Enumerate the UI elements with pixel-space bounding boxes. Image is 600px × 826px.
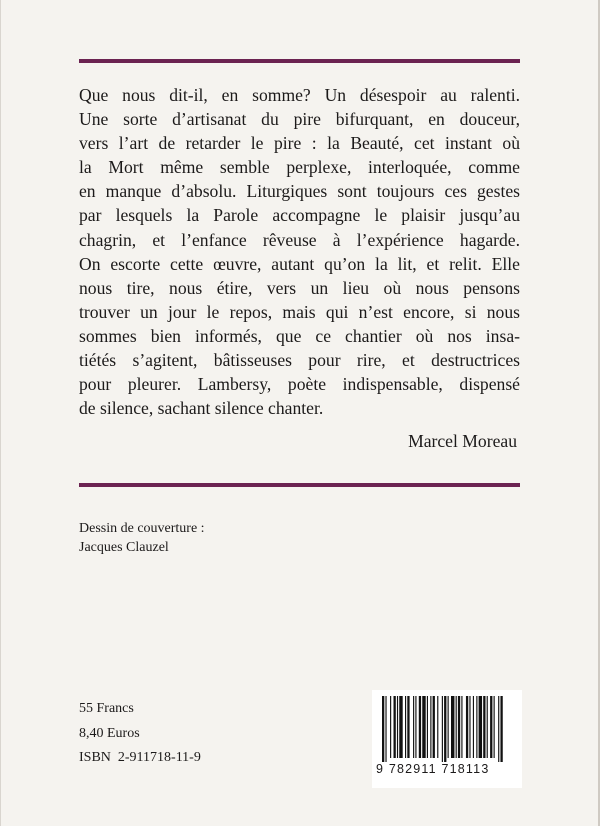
blurb-line: pour pleurer. Lambersy, poète indispensable, dispensé (79, 374, 520, 395)
barcode-bar (407, 696, 409, 758)
barcode-bar (382, 696, 384, 762)
barcode-bar (385, 696, 386, 762)
barcode (372, 690, 522, 788)
blurb-line: sommes bien informés, que ce chantier où nos insa- (79, 325, 520, 346)
price-euros: 8,40 Euros (79, 725, 140, 741)
top-divider (79, 59, 520, 63)
blurb-line: trouver un jour le repos, mais qui n’est encore, si nous (79, 301, 520, 322)
barcode-bar (498, 696, 499, 762)
blurb-line: de silence, sachant silence chanter. (79, 398, 324, 419)
barcode-bar (466, 696, 468, 758)
barcode-bar (483, 696, 485, 758)
blurb-text (79, 83, 520, 420)
barcode-bar (405, 696, 406, 758)
barcode-bar (476, 696, 477, 758)
barcode-bar (437, 696, 438, 758)
barcode-bar (461, 696, 462, 758)
barcode-bar (487, 696, 488, 758)
price-francs: 55 Francs (79, 701, 134, 716)
barcode-bar (473, 696, 474, 758)
barcode-bar (469, 696, 470, 758)
barcode-bar (500, 696, 502, 762)
blurb-line: la Mort même semble perplexe, interloquée, comme (79, 157, 520, 178)
barcode-bar (415, 696, 416, 758)
barcode-bar (479, 696, 482, 758)
credit-label: Dessin de couverture : (79, 521, 205, 536)
isbn: ISBN 2-911718-11-9 (79, 750, 201, 765)
blurb-line: nous tire, nous étire, vers un lieu où nous pensons (79, 277, 520, 298)
price-block (79, 697, 201, 771)
cover-credit (79, 519, 205, 557)
blurb-line: chagrin, et l’enfance rêveuse à l’expérience hagarde. (79, 229, 520, 250)
barcode-bar (422, 696, 425, 758)
blurb-line: tiétés s’agitent, bâtisseuses pour rire, et destructrices (79, 350, 520, 371)
barcode-bar (458, 696, 460, 758)
barcode-bar (494, 696, 495, 758)
barcode-bar (451, 696, 454, 758)
credit-name: Jacques Clauzel (79, 540, 169, 555)
middle-divider (79, 483, 520, 487)
barcode-bar (413, 696, 414, 758)
barcode-bar (419, 696, 421, 758)
barcode-bar (399, 696, 402, 758)
barcode-bar (456, 696, 457, 758)
barcode-bar (394, 696, 396, 758)
barcode-bar (390, 696, 391, 758)
blurb-line: On escorte cette œuvre, autant qu’on la lit, et relit. Elle (79, 253, 520, 274)
blurb-line: par lesquels la Parole accompagne le plaisir jusqu’au (79, 205, 520, 226)
barcode-bar (433, 696, 435, 758)
barcode-bar (442, 696, 443, 762)
blurb-line: en manque d’absolu. Liturgiques sont toujours ces gestes (79, 181, 520, 202)
barcode-bar (427, 696, 428, 758)
barcode-bar (430, 696, 431, 758)
barcode-bar (444, 696, 446, 762)
author-signature: Marcel Moreau (408, 431, 517, 451)
blurb-line: Que nous dit-il, en somme? Un désespoir au ralenti. (79, 85, 520, 105)
barcode-bar (448, 696, 449, 758)
barcode-bar (397, 696, 398, 758)
barcode-digits: 9 782911 718113 (376, 762, 490, 776)
blurb-line: vers l’art de retarder le pire : la Beauté, cet instant où (79, 133, 520, 154)
barcode-bar (490, 696, 492, 758)
blurb-line: Une sorte d’artisanat du pire bifurquant, en douceur, (79, 109, 520, 130)
